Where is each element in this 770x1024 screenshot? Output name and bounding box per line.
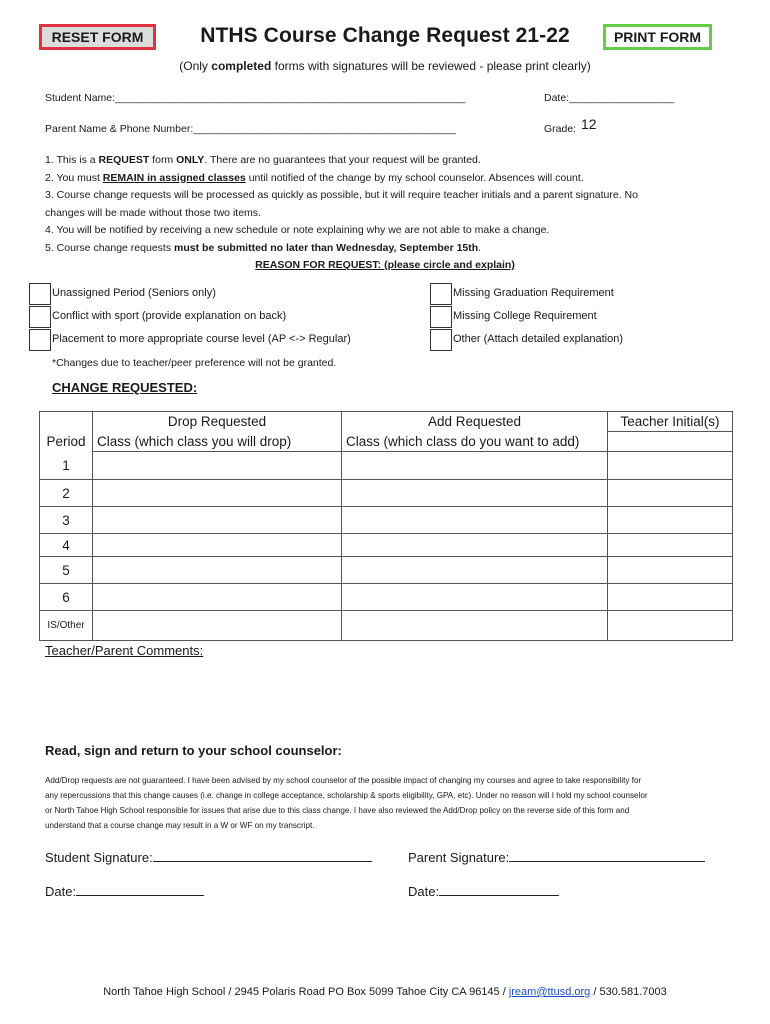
student-date-field[interactable] [45, 882, 204, 899]
parent-signature-field[interactable] [408, 848, 705, 865]
table-row [40, 534, 733, 557]
teacher-cell[interactable] [608, 432, 733, 452]
rule-2: 2. You must REMAIN in assigned classes until notified of the change by my school counselor. Absences will count. [45, 171, 584, 184]
counselor-email-link[interactable]: jream@ttusd.org [508, 986, 591, 998]
add-cell[interactable] [342, 557, 608, 584]
drop-subheader: Class (which class you will drop) [93, 432, 342, 452]
sign-heading: Read, sign and return to your school counselor: [45, 743, 342, 758]
drop-cell[interactable] [93, 452, 342, 480]
date-field[interactable]: Date:__________________ [544, 92, 675, 104]
table-row [40, 611, 733, 641]
teacher-cell[interactable] [608, 480, 733, 507]
header-teacher: Teacher Initial(s) [608, 412, 733, 432]
preference-note: *Changes due to teacher/peer preference will not be granted. [52, 357, 337, 369]
parent-date-label: Date: [408, 884, 440, 899]
comments-label: Teacher/Parent Comments: [45, 643, 204, 658]
period-number: 4 [40, 534, 93, 557]
print-form-button[interactable]: PRINT FORM [603, 24, 712, 50]
teacher-cell[interactable] [608, 452, 733, 480]
student-signature-line[interactable] [153, 848, 372, 862]
add-cell[interactable] [342, 611, 608, 641]
student-signature-label: Student Signature: [45, 850, 153, 865]
add-cell[interactable] [342, 480, 608, 507]
agreement-line-3: or North Tahoe High School responsible for issues that arise due to this class change. I have also reviewed the Add/Drop policy on the reverse side of this form and [45, 806, 630, 815]
change-table [39, 411, 733, 641]
table-row [40, 584, 733, 611]
period-number: 5 [40, 557, 93, 584]
reason-checkbox-college[interactable] [430, 306, 452, 328]
agreement-line-4: understand that a course change may result in a W or WF on my transcript. [45, 821, 315, 830]
drop-cell[interactable] [93, 611, 342, 641]
reason-label-sport: Conflict with sport (provide explanation on back) [52, 310, 287, 322]
student-signature-field[interactable] [45, 848, 372, 865]
table-row [40, 452, 733, 480]
rule-4: 4. You will be notified by receiving a new schedule or note explaining why we are not able to make a change. [45, 224, 550, 236]
reason-heading: REASON FOR REQUEST: (please circle and explain) [255, 259, 515, 271]
student-name-field[interactable]: Student Name:____________________________________________________________ [45, 92, 466, 104]
period-number: 2 [40, 480, 93, 507]
parent-name-phone-field[interactable]: Parent Name & Phone Number:_____________________________________________ [45, 123, 457, 135]
table-row [40, 507, 733, 534]
rule-3-cont: changes will be made without those two items. [45, 206, 261, 219]
comments-area[interactable] [45, 662, 735, 732]
reason-checkbox-graduation[interactable] [430, 283, 452, 305]
change-requested-heading: CHANGE REQUESTED: [52, 380, 198, 395]
header-drop: Drop Requested [93, 412, 342, 432]
rule-3: 3. Course change requests will be processed as quickly as possible, but it will require teacher initials and a parent signature. No [45, 189, 638, 201]
reason-label-college: Missing College Requirement [453, 310, 597, 322]
rule-5: 5. Course change requests must be submitted no later than Wednesday, September 15th. [45, 241, 482, 254]
rule-1: 1. This is a REQUEST form ONLY. There are no guarantees that your request will be granted. [45, 154, 481, 166]
reset-form-button[interactable]: RESET FORM [39, 24, 156, 50]
teacher-cell[interactable] [608, 611, 733, 641]
footer: North Tahoe High School / 2945 Polaris Road PO Box 5099 Tahoe City CA 96145 / jream@ttusd.org / 530.581.7003 [103, 986, 667, 998]
drop-cell[interactable] [93, 507, 342, 534]
subtitle: (Only completed forms with signatures will be reviewed - please print clearly) [179, 59, 591, 73]
teacher-cell[interactable] [608, 584, 733, 611]
grade-label: Grade: [544, 123, 577, 135]
student-date-label: Date: [45, 884, 77, 899]
header-add: Add Requested [342, 412, 608, 432]
table-header-row [40, 412, 733, 432]
period-number: 3 [40, 507, 93, 534]
teacher-cell[interactable] [608, 557, 733, 584]
period-number: 1 [40, 452, 93, 480]
reason-checkbox-other[interactable] [430, 329, 452, 351]
reason-label-graduation: Missing Graduation Requirement [453, 287, 614, 299]
parent-signature-line[interactable] [509, 848, 705, 862]
page-title: NTHS Course Change Request 21-22 [200, 24, 570, 47]
reason-label-other: Other (Attach detailed explanation) [453, 333, 623, 345]
reason-checkbox-unassigned[interactable] [29, 283, 51, 305]
add-subheader: Class (which class do you want to add) [342, 432, 608, 452]
teacher-cell[interactable] [608, 507, 733, 534]
table-subheader-row [40, 432, 733, 452]
drop-cell[interactable] [93, 480, 342, 507]
reason-label-placement: Placement to more appropriate course level (AP <-> Regular) [52, 333, 351, 345]
student-date-line[interactable] [76, 882, 204, 896]
period-number: 6 [40, 584, 93, 611]
parent-date-line[interactable] [439, 882, 559, 896]
add-cell[interactable] [342, 452, 608, 480]
table-row [40, 480, 733, 507]
reason-checkbox-placement[interactable] [29, 329, 51, 351]
table-row [40, 557, 733, 584]
grade-value[interactable]: 12 [581, 116, 597, 132]
reason-checkbox-sport[interactable] [29, 306, 51, 328]
drop-cell[interactable] [93, 534, 342, 557]
teacher-cell[interactable] [608, 534, 733, 557]
agreement-line-1: Add/Drop requests are not guaranteed. I have been advised by my school counselor of the possible impact of changing my courses and agree to take responsibility for [45, 776, 642, 785]
drop-cell[interactable] [93, 557, 342, 584]
parent-signature-label: Parent Signature: [408, 850, 510, 865]
add-cell[interactable] [342, 534, 608, 557]
period-label: Period [40, 432, 93, 452]
drop-cell[interactable] [93, 584, 342, 611]
reason-label-unassigned: Unassigned Period (Seniors only) [52, 287, 216, 299]
header-blank [40, 412, 93, 432]
period-number: IS/Other [40, 611, 93, 641]
add-cell[interactable] [342, 507, 608, 534]
parent-date-field[interactable] [408, 882, 559, 899]
add-cell[interactable] [342, 584, 608, 611]
agreement-line-2: any repercussions that this change causes (i.e. change in college acceptance, scholarship & sports eligibility, GPA, etc). Under no reason will I hold my school counselor [45, 791, 648, 800]
